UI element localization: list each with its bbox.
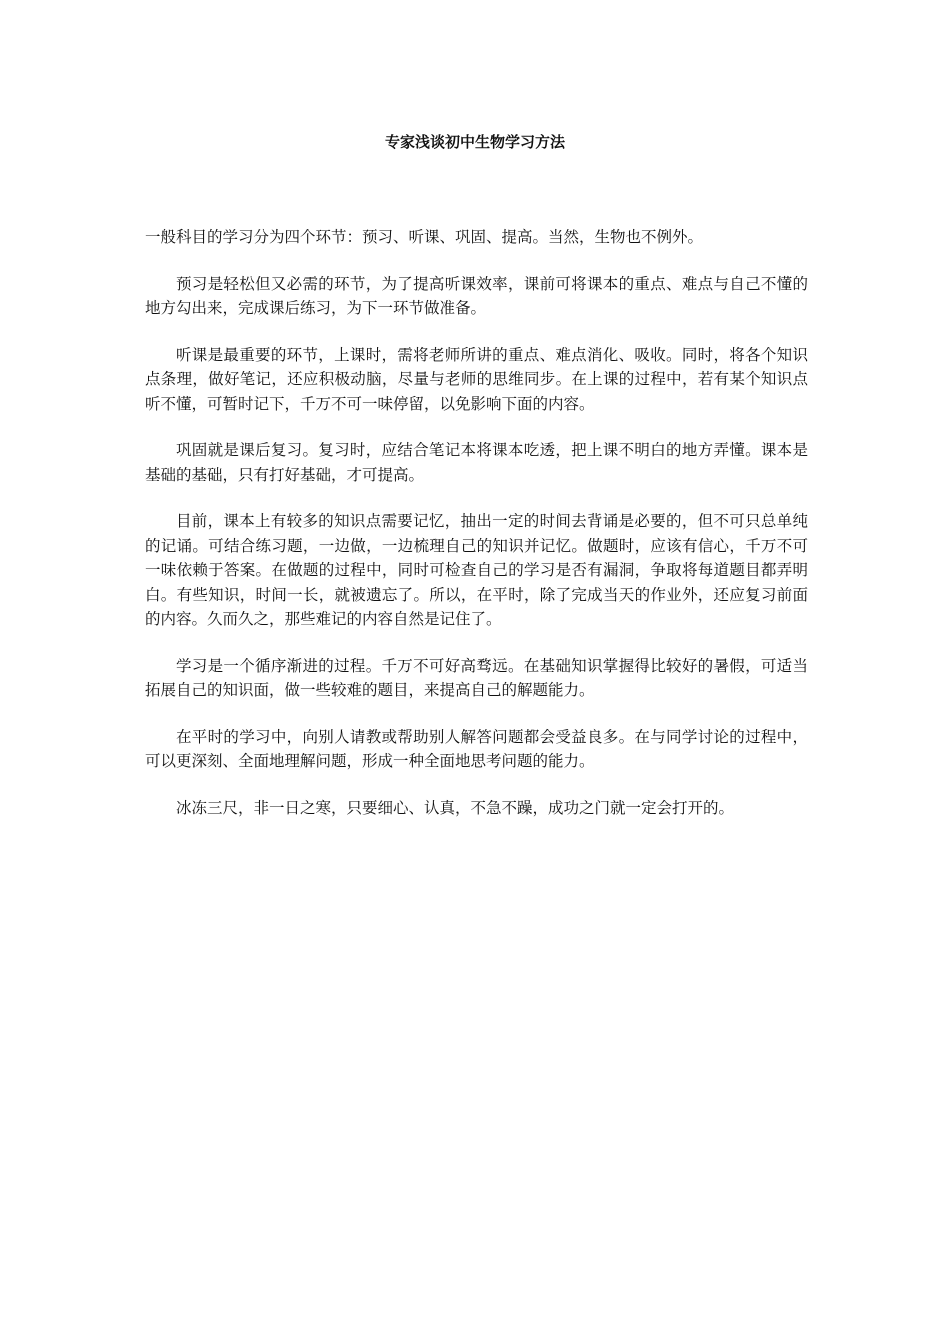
paragraph-gradual: 学习是一个循序渐进的过程。千万不可好高骛远。在基础知识掌握得比较好的暑假，可适当拓展自己的知识面，做一些较难的题目，来提高自己的解题能力。 (145, 656, 808, 699)
paragraph-preview: 预习是轻松但又必需的环节，为了提高听课效率，课前可将课本的重点、难点与自己不懂的地方勾出来，完成课后练习，为下一环节做准备。 (145, 274, 808, 317)
paragraph-review: 巩固就是课后复习。复习时，应结合笔记本将课本吃透，把上课不明白的地方弄懂。课本是基础的基础，只有打好基础，才可提高。 (145, 441, 808, 484)
paragraph-discussion: 在平时的学习中，向别人请教或帮助别人解答问题都会受益良多。在与同学讨论的过程中，可以更深刻、全面地理解问题，形成一种全面地思考问题的能力。 (145, 727, 808, 770)
paragraph-memorize: 目前，课本上有较多的知识点需要记忆，抽出一定的时间去背诵是必要的，但不可只总单纯的记诵。可结合练习题，一边做，一边梳理自己的知识并记忆。做题时，应该有信心，千万不可一味依赖于答案。在做题的过程中，同时可检查自己的学习是否有漏洞，争取将每道题目都弄明白。有些知识，时间一长，就被遗忘了。所以，在平时，除了完成当天的作业外，还应复习前面的内容。久而久之，那些难记的内容自然是记住了。 (145, 512, 808, 628)
paragraph-listening: 听课是最重要的环节，上课时，需将老师所讲的重点、难点消化、吸收。同时，将各个知识点条理，做好笔记，还应积极动脑，尽量与老师的思维同步。在上课的过程中，若有某个知识点听不懂，可暂时记下，千万不可一味停留，以免影响下面的内容。 (145, 345, 808, 413)
document-body (145, 225, 808, 842)
paragraph-intro: 一般科目的学习分为四个环节：预习、听课、巩固、提高。当然，生物也不例外。 (145, 228, 704, 246)
document-title: 专家浅谈初中生物学习方法 (384, 133, 565, 151)
paragraph-conclusion: 冰冻三尺，非一日之寒，只要细心、认真，不急不躁，成功之门就一定会打开的。 (176, 798, 735, 817)
